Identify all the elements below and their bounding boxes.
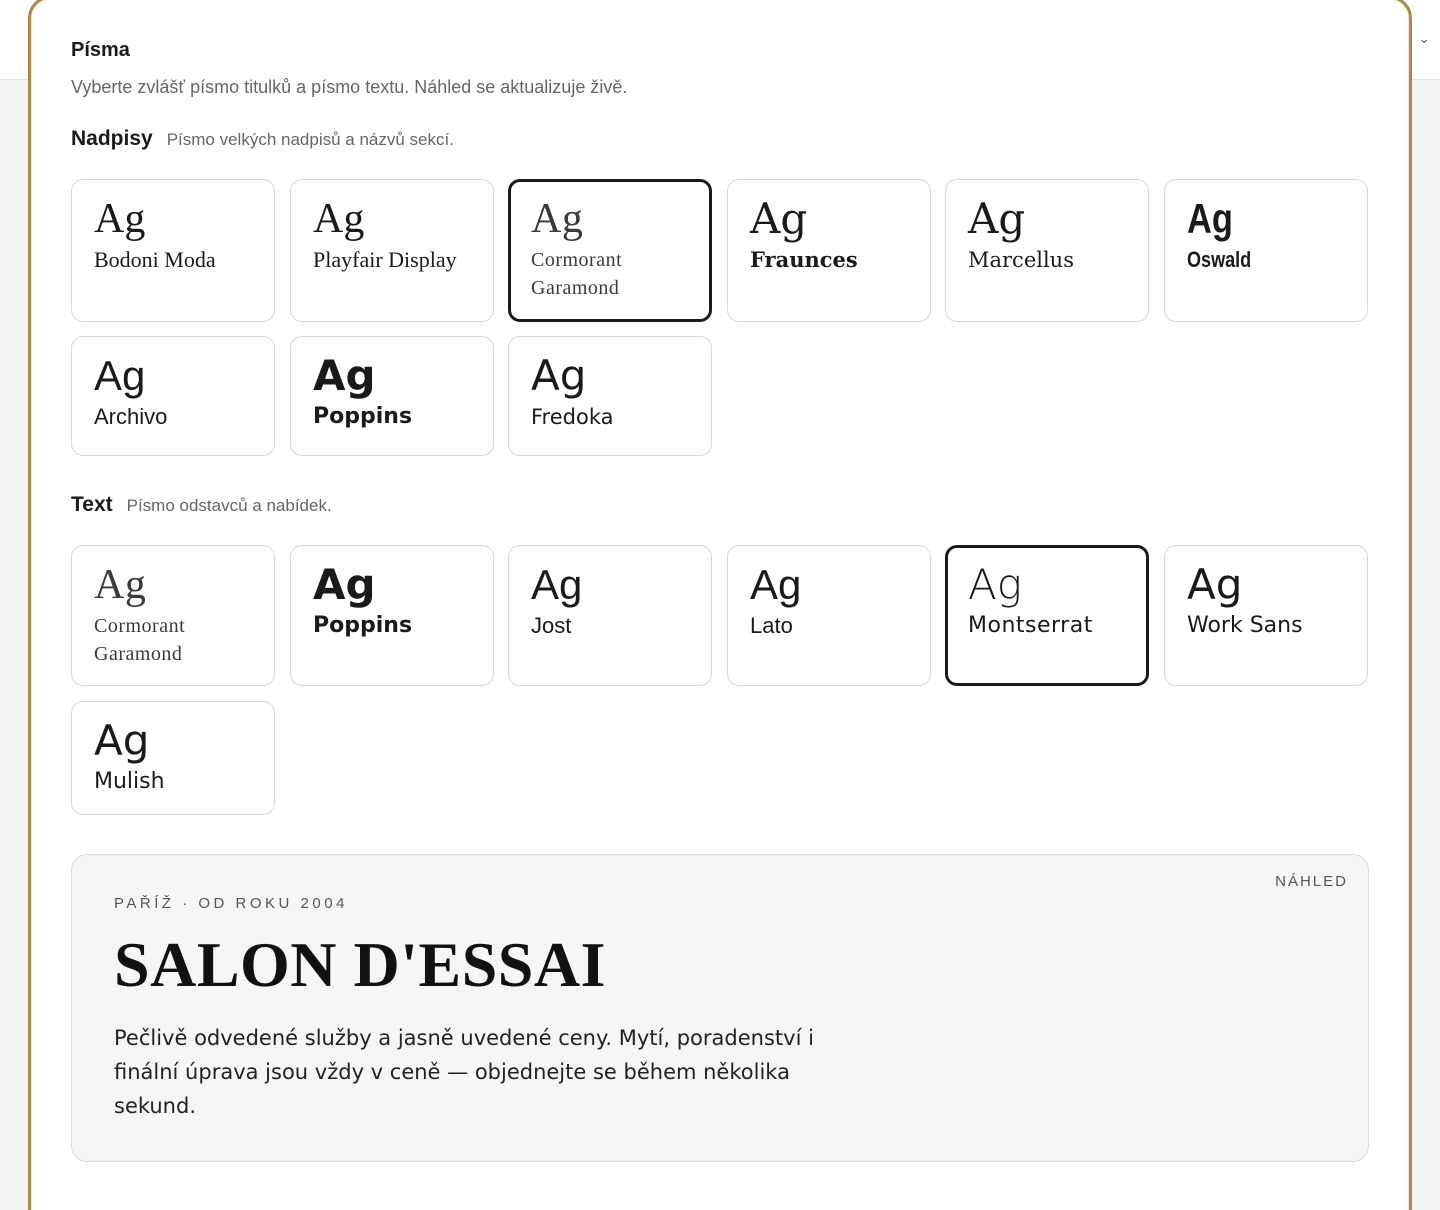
font-name: Marcellus — [968, 248, 1074, 272]
font-name: Cormorant Garamond — [94, 615, 186, 665]
font-sample-glyph: Ag — [968, 194, 1026, 243]
font-name: Poppins — [313, 404, 413, 429]
font-name: Cormorant Garamond — [531, 249, 623, 299]
font-preview-panel — [71, 854, 1369, 1162]
font-name: Fredoka — [531, 405, 614, 429]
font-sample-glyph: Ag — [531, 561, 583, 608]
body-font-option-work-sans[interactable] — [1164, 545, 1368, 686]
font-name: Jost — [531, 613, 572, 638]
fonts-panel — [28, 0, 1412, 1210]
font-name: Oswald — [1187, 247, 1252, 272]
font-sample-glyph: Ag — [313, 351, 376, 400]
font-sample-glyph: Ag — [94, 196, 146, 242]
headings-description: Písmo velkých nadpisů a názvů sekcí. — [166, 130, 454, 149]
heading-font-option-oswald[interactable] — [1164, 179, 1368, 322]
heading-font-option-fredoka[interactable] — [508, 336, 712, 456]
font-sample-glyph: Ag — [1187, 195, 1233, 242]
body-font-option-lato[interactable] — [727, 545, 931, 686]
font-sample-glyph: Ag — [968, 560, 1022, 609]
preview-kicker: PAŘÍŽ · OD ROKU 2004 — [114, 895, 348, 912]
heading-font-option-archivo[interactable] — [71, 336, 275, 456]
headings-title: Nadpisy — [71, 127, 153, 150]
body-font-option-montserrat[interactable] — [945, 545, 1149, 686]
font-sample-glyph: Ag — [531, 351, 587, 400]
preview-title: SALON D'ESSAI — [114, 929, 606, 1000]
heading-font-option-playfair-display[interactable] — [290, 179, 494, 322]
font-sample-glyph: Ag — [313, 560, 376, 609]
font-sample-glyph: Ag — [94, 352, 146, 399]
body-description: Písmo odstavců a nabídek. — [126, 496, 332, 515]
font-name: Poppins — [313, 613, 413, 638]
headings-group-header — [71, 127, 454, 151]
font-name: Montserrat — [968, 613, 1093, 638]
font-sample-glyph: Ag — [94, 716, 150, 765]
body-font-option-cormorant-garamond[interactable] — [71, 545, 275, 686]
heading-font-option-marcellus[interactable] — [945, 179, 1149, 322]
section-description: Vyberte zvlášť písmo titulků a písmo textu. Náhled se aktualizuje živě. — [71, 77, 628, 97]
font-sample-glyph: Ag — [1187, 560, 1243, 609]
body-font-option-poppins[interactable] — [290, 545, 494, 686]
preview-body-text: Pečlivě odvedené služby a jasně uvedené ceny. Mytí, poradenství i finální úprava jsou vždy v ceně — objednejte se během několika sekund. — [114, 1026, 814, 1118]
heading-font-option-poppins[interactable] — [290, 336, 494, 456]
font-sample-glyph: Ag — [94, 562, 147, 608]
heading-font-option-fraunces[interactable] — [727, 179, 931, 322]
chevron-down-icon[interactable]: ⌄ — [1418, 30, 1430, 46]
preview-badge: NÁHLED — [1275, 873, 1348, 890]
body-group-header — [71, 493, 332, 517]
font-name: Playfair Display — [313, 247, 457, 272]
font-name: Work Sans — [1187, 613, 1303, 638]
font-sample-glyph: Ag — [531, 196, 584, 242]
font-sample-glyph: Ag — [750, 194, 808, 243]
font-name: Mulish — [94, 769, 165, 794]
font-sample-glyph: Ag — [313, 196, 365, 242]
font-name: Bodoni Moda — [94, 247, 216, 272]
heading-font-option-bodoni-moda[interactable] — [71, 179, 275, 322]
font-name: Lato — [750, 613, 793, 638]
body-font-option-jost[interactable] — [508, 545, 712, 686]
body-title: Text — [71, 493, 113, 516]
font-name: Archivo — [94, 404, 168, 429]
body-font-option-mulish[interactable] — [71, 701, 275, 815]
section-title: Písma — [71, 39, 130, 61]
heading-font-option-cormorant-garamond[interactable] — [508, 179, 712, 322]
font-name: Fraunces — [750, 247, 858, 272]
font-sample-glyph: Ag — [750, 561, 802, 608]
